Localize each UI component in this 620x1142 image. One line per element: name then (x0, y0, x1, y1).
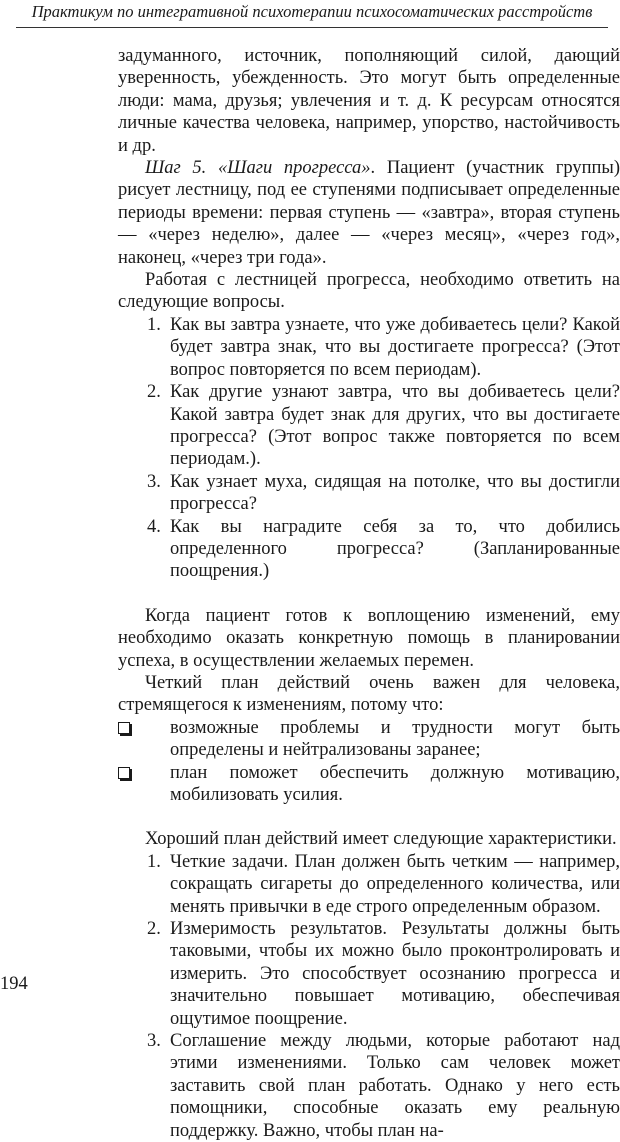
paragraph-ladder-intro: Работая с лестницей прогресса, необходимо ответить на следующие вопросы. (118, 270, 620, 313)
bullet-list (118, 717, 620, 807)
list-item: 2. Как другие узнают завтра, что вы добиваетесь цели? Какой завтра будет знак для других, что вы достигаете прогресса? (Этот вопрос также повторяется по всем периодам.). (147, 382, 620, 470)
paragraph-resources: задуманного, источник, пополняющий силой, дающий уверенность, убежденность. Это могут быть определенные люди: мама, друзья; увлечения и т. д. К ресурсам относятся личные качества человека, например, упорство, настойчивость и др. (118, 46, 620, 156)
list-item: возможные проблемы и трудности могут быть определены и нейтрализованы заранее; (118, 717, 620, 762)
page-body (118, 45, 620, 1142)
step5-title: Шаг 5. «Шаги прогресса» (145, 158, 371, 179)
characteristics-list (118, 851, 620, 1142)
checkbox-bullet-icon (118, 722, 130, 734)
list-item: 1. Как вы завтра узнаете, что уже добиваетесь цели? Какой будет завтра знак, что вы достигаете прогресса? (Этот вопрос повторяется по всем периодам). (147, 314, 620, 380)
checkbox-bullet-icon (118, 767, 130, 779)
list-number: 1. (147, 851, 161, 872)
page-number: 194 (0, 974, 28, 994)
list-item: 3. Соглашение между людьми, которые работают над этими изменениями. Только сам человек может заставить свой план работать. Однако у него есть помощники, способные оказать ему реальную поддержку. Важно, чтобы план на- (147, 1031, 620, 1141)
questions-list (118, 314, 620, 583)
list-number: 1. (147, 314, 161, 335)
paragraph-step5 (118, 157, 620, 269)
list-number: 2. (147, 382, 161, 403)
list-number: 3. (147, 1031, 161, 1052)
list-item: 2. Измеримость результатов. Результаты должны быть таковыми, чтобы их можно было проконтролировать и измерить. Это способствует осознанию прогресса и значительно повышает мотивацию, обеспечивая ощутимое поощрение. (147, 919, 620, 1029)
list-number: 2. (147, 919, 161, 940)
list-item: 1. Четкие задачи. План должен быть четким — например, сокращать сигареты до определенного количества, или менять привычки в еде строго определенным образом. (147, 851, 620, 917)
paragraph-good-plan-intro: Хороший план действий имеет следующие характеристики. (145, 829, 617, 850)
list-item: план поможет обеспечить должную мотивацию, мобилизовать усилия. (118, 762, 620, 807)
paragraph-plan-intro: Четкий план действий очень важен для человека, стремящегося к изменениям, потому что: (118, 672, 620, 716)
paragraph-change: Когда пациент готов к воплощению изменений, ему необходимо оказать конкретную помощь в планировании успеха, в осуществлении желаемых перемен. (118, 605, 620, 671)
list-item: 4. Как вы наградите себя за то, что добились определенного прогресса? (Запланированные поощрения.) (147, 516, 620, 582)
step5-text: . Пациент (участник группы) рисует лестницу, под ее ступенями подписывает определенные периоды времени: первая ступень — «завтра», вторая ступень — «через неделю», далее — «через месяц», «через год», наконец, «через три года». (118, 158, 620, 268)
running-header: Практикум по интегративной психотерапии психосоматических расстройств (16, 0, 608, 28)
list-number: 4. (147, 516, 161, 537)
list-item: 3. Как узнает муха, сидящая на потолке, что вы достигли прогресса? (147, 471, 620, 515)
list-number: 3. (147, 471, 161, 492)
